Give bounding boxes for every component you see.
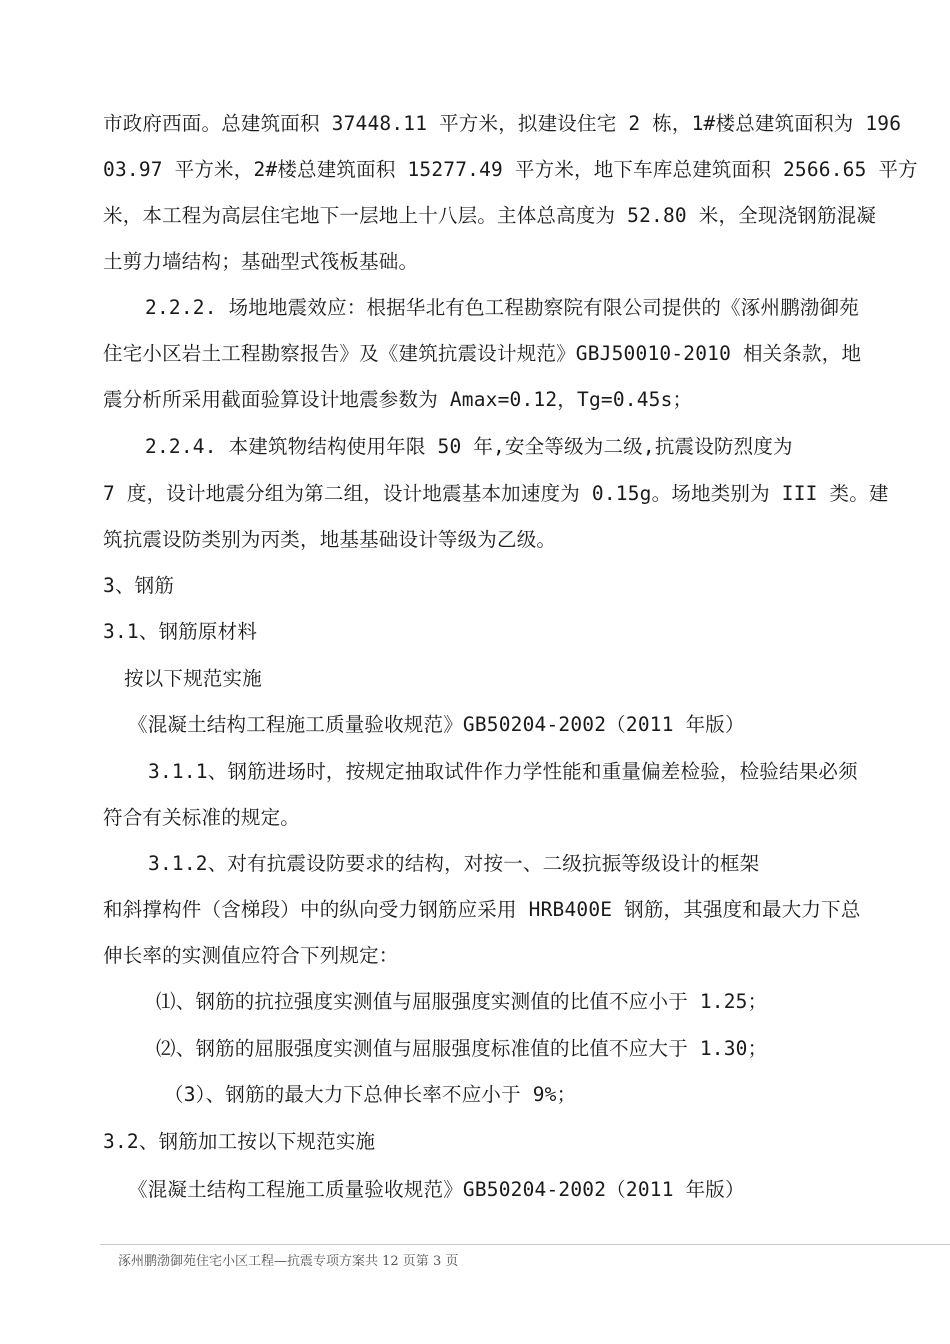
body-line: 伸长率的实测值应符合下列规定： — [103, 944, 399, 967]
page-footer: 涿州鹏渤御苑住宅小区工程—抗震专项方案共 12 页第 3 页 — [118, 1254, 459, 1269]
body-line: 住宅小区岩土工程勘察报告》及《建筑抗震设计规范》GBJ50010-2010 相关条款，地 — [103, 342, 862, 365]
list-item: （3）、钢筋的最大力下总伸长率不应小于 9%； — [164, 1083, 577, 1106]
body-line: 震分析所采用截面验算设计地震参数为 Amax=0.12，Tg=0.45s； — [103, 388, 693, 411]
body-line: 03.97 平方米，2#楼总建筑面积 15277.49 平方米，地下车库总建筑面积 2566.65 平方 — [103, 158, 918, 181]
body-line: 2.2.4. 本建筑物结构使用年限 50 年,安全等级为二级,抗震设防烈度为 — [145, 435, 793, 458]
subsection-heading: 3.2、钢筋加工按以下规范实施 — [103, 1130, 376, 1153]
body-line: 市政府西面。总建筑面积 37448.11 平方米，拟建设住宅 2 栋，1#楼总建筑面积为 196 — [103, 112, 902, 135]
footer-divider — [100, 1244, 950, 1245]
body-line: 按以下规范实施 — [124, 667, 262, 690]
body-line: 《混凝土结构工程施工质量验收规范》GB50204-2002（2011 年版） — [128, 1178, 745, 1201]
body-line: 3.1.1、钢筋进场时，按规定抽取试件作力学性能和重量偏差检验，检验结果必须 — [148, 760, 858, 783]
body-line: 3.1.2、对有抗震设防要求的结构，对按一、二级抗振等级设计的框架 — [148, 852, 760, 875]
body-line: 和斜撑构件（含梯段）中的纵向受力钢筋应采用 HRB400E 钢筋，其强度和最大力下总 — [103, 898, 861, 921]
body-line: 筑抗震设防类别为丙类，地基基础设计等级为乙级。 — [103, 528, 557, 551]
subsection-heading: 3.1、钢筋原材料 — [103, 620, 258, 643]
body-line: 《混凝土结构工程施工质量验收规范》GB50204-2002（2011 年版） — [128, 713, 745, 736]
body-line: 土剪力墙结构；基础型式筏板基础。 — [103, 250, 419, 273]
section-heading: 3、钢筋 — [103, 574, 175, 597]
body-line: 7 度，设计地震分组为第二组，设计地震基本加速度为 0.15g。场地类别为 III 类。建 — [103, 482, 889, 505]
list-item: ⑵、钢筋的屈服强度实测值与屈服强度标准值的比值不应大于 1.30； — [156, 1037, 768, 1060]
body-line: 米，本工程为高层住宅地下一层地上十八层。主体总高度为 52.80 米，全现浇钢筋混凝 — [103, 204, 877, 227]
body-line: 符合有关标准的规定。 — [103, 806, 301, 829]
body-line: 2.2.2. 场地地震效应：根据华北有色工程勘察院有限公司提供的《涿州鹏渤御苑 — [145, 296, 859, 319]
list-item: ⑴、钢筋的抗拉强度实测值与屈服强度实测值的比值不应小于 1.25； — [156, 990, 768, 1013]
